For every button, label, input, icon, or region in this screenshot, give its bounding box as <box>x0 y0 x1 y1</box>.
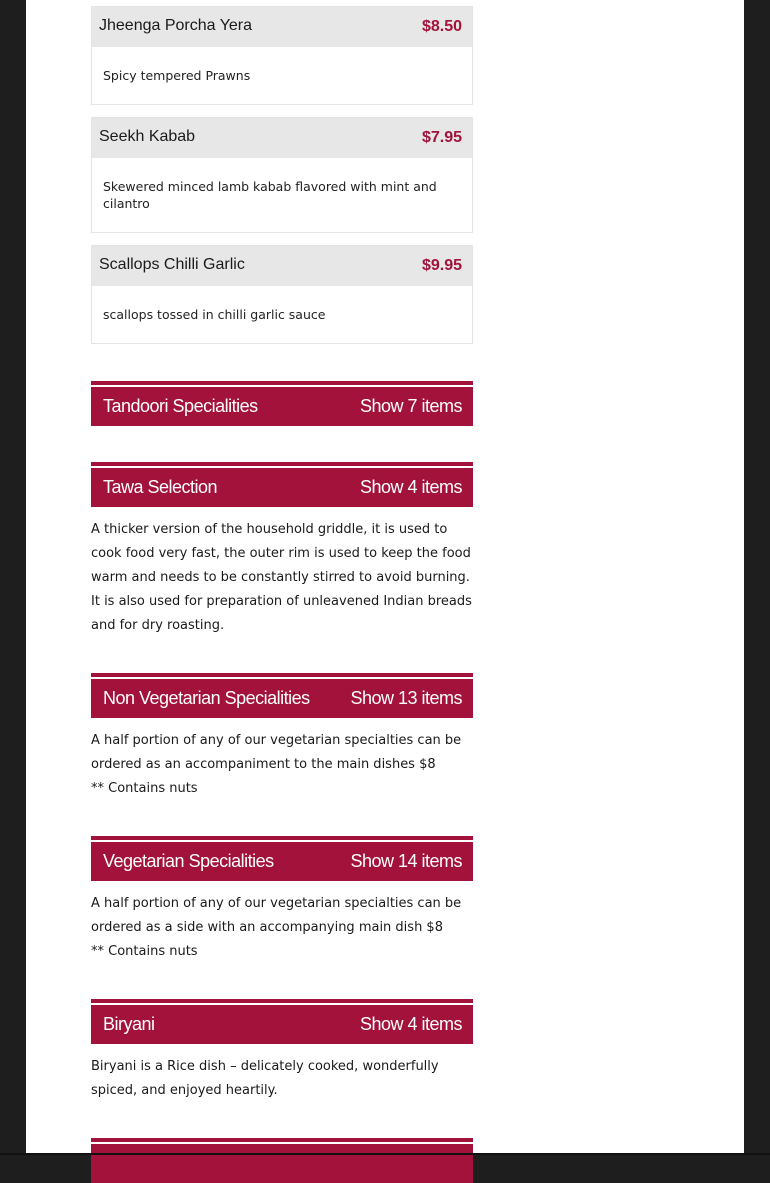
menu-item-name: Seekh Kabab <box>99 128 196 145</box>
menu-item-name: Jheenga Porcha Yera <box>99 17 253 34</box>
menu-item-card <box>91 6 473 105</box>
show-items-toggle[interactable]: Show 4 items <box>359 1014 462 1034</box>
category-header-non-vegetarian[interactable] <box>91 673 473 718</box>
category-header-next[interactable] <box>91 1138 473 1183</box>
show-items-toggle[interactable]: Show 7 items <box>359 396 462 416</box>
menu-item-name: Scallops Chilli Garlic <box>99 256 245 273</box>
contains-nuts-note: ** Contains nuts <box>91 944 198 959</box>
show-items-toggle[interactable]: Show 13 items <box>350 688 462 708</box>
category-header-tawa[interactable] <box>91 462 473 507</box>
category-header-biryani[interactable] <box>91 999 473 1044</box>
category-description <box>91 729 476 801</box>
menu-item-price: $7.95 <box>421 129 462 146</box>
category-description <box>91 892 476 964</box>
menu-item-description: scallops tossed in chilli garlic sauce <box>103 307 326 322</box>
category-description-text: A thicker version of the household griddle, it is used to cook food very fast, the outer rim is used to keep the food warm and needs to be constantly stirred to avoid burning. It is also used for preparation of unleavened Indian breads and for dry roasting. <box>91 522 472 633</box>
category-title: Tawa Selection <box>103 477 218 497</box>
show-items-toggle[interactable]: Show 14 items <box>350 851 462 871</box>
contains-nuts-note: ** Contains nuts <box>91 781 198 796</box>
category-title: Vegetarian Specialities <box>103 851 274 871</box>
category-description-text: A half portion of any of our vegetarian specialties can be ordered as an accompaniment to the main dishes $8 <box>91 733 462 772</box>
category-title: Biryani <box>103 1014 155 1034</box>
menu-item-card <box>91 117 473 233</box>
menu-item-price: $9.95 <box>421 257 462 274</box>
menu-item-description: Spicy tempered Prawns <box>103 68 251 83</box>
category-description-text: Biryani is a Rice dish – delicately cooked, wonderfully spiced, and enjoyed heartily. <box>91 1059 439 1098</box>
category-description <box>91 1055 476 1103</box>
category-title: Non Vegetarian Specialities <box>103 688 310 708</box>
category-description-text: A half portion of any of our vegetarian specialties can be ordered as a side with an accompanying main dish $8 <box>91 896 462 935</box>
category-description <box>91 518 476 638</box>
menu-item-header <box>92 118 472 158</box>
menu-item-header <box>92 7 472 47</box>
menu-item-header <box>92 246 472 286</box>
menu-item-card <box>91 245 473 344</box>
menu-item-price: $8.50 <box>421 18 462 35</box>
category-title: Tandoori Specialities <box>103 396 258 416</box>
menu-item-description: Skewered minced lamb kabab flavored with mint and cilantro <box>103 179 437 211</box>
category-header-vegetarian[interactable] <box>91 836 473 881</box>
category-header-tandoori[interactable] <box>91 381 473 426</box>
show-items-toggle[interactable]: Show 4 items <box>359 477 462 497</box>
menu-page <box>26 0 744 1155</box>
